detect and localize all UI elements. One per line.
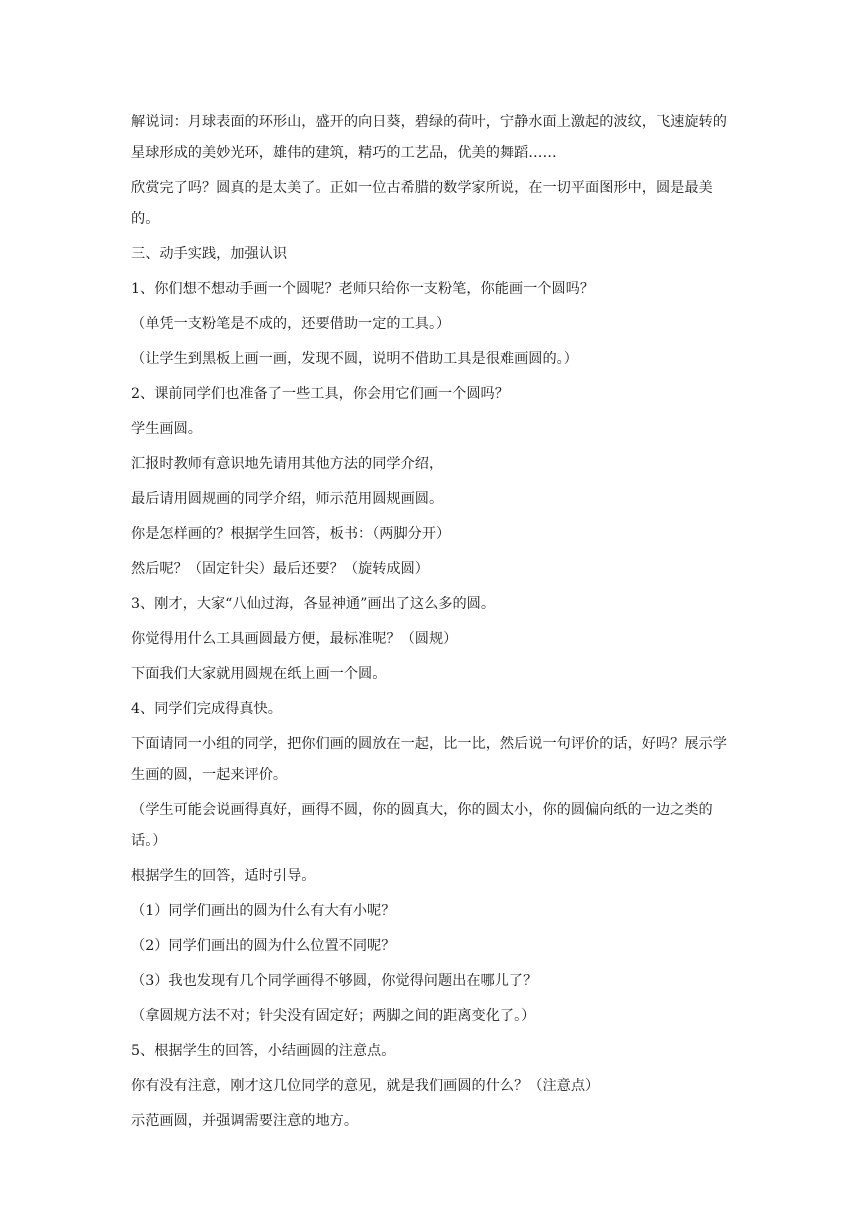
paragraph-appreciation: 欣赏完了吗？圆真的是太美了。正如一位古希腊的数学家所说，在一切平面图形中，圆是最美的。 bbox=[131, 180, 713, 227]
document-body bbox=[131, 107, 737, 1137]
paragraph-step-3: 3、刚才，大家“八仙过海，各显神通”画出了这么多的圆。 bbox=[131, 596, 496, 612]
paragraph-question-1: （1）同学们画出的圆为什么有大有小呢？ bbox=[131, 903, 396, 919]
paragraph-question-2: （2）同学们画出的圆为什么位置不同呢？ bbox=[131, 938, 396, 954]
paragraph-then-what: 然后呢？（固定针尖）最后还要？（旋转成圆） bbox=[131, 561, 429, 577]
paragraph-best-tool: 你觉得用什么工具画圆最方便，最标准呢？（圆规） bbox=[131, 631, 458, 647]
paragraph-guide: 根据学生的回答，适时引导。 bbox=[131, 868, 316, 884]
paragraph-question-3: （3）我也发现有几个同学画得不够圆，你觉得问题出在哪儿了？ bbox=[131, 973, 538, 989]
paragraph-report-compass: 最后请用圆规画的同学介绍，师示范用圆规画圆。 bbox=[131, 491, 444, 507]
paragraph-note-blackboard: （让学生到黑板上画一画，发现不圆，说明不借助工具是很难画圆的。） bbox=[131, 351, 578, 367]
paragraph-draw-on-paper: 下面我们大家就用圆规在纸上画一个圆。 bbox=[131, 666, 387, 682]
paragraph-note-chalk: （单凭一支粉笔是不成的，还要借助一定的工具。） bbox=[131, 316, 451, 332]
paragraph-reasons: （拿圆规方法不对；针尖没有固定好；两脚之间的距离变化了。） bbox=[131, 1008, 536, 1024]
paragraph-step-1: 1、你们想不想动手画一个圆呢？老师只给你一支粉笔，你能画一个圆吗？ bbox=[131, 281, 595, 297]
paragraph-step-5: 5、根据学生的回答，小结画圆的注意点。 bbox=[131, 1043, 396, 1059]
paragraph-step-2: 2、课前同学们也准备了一些工具，你会用它们画一个圆吗？ bbox=[131, 386, 509, 402]
paragraph-how-draw: 你是怎样画的？根据学生回答，板书：（两脚分开） bbox=[131, 526, 451, 542]
section-heading-practice: 三、动手实践，加强认识 bbox=[131, 246, 288, 262]
paragraph-possible-comments: （学生可能会说画得真好，画得不圆，你的圆真大，你的圆太小，你的圆偏向纸的一边之类的话。） bbox=[131, 802, 713, 849]
paragraph-step-4: 4、同学们完成得真快。 bbox=[131, 701, 282, 717]
paragraph-students-draw: 学生画圆。 bbox=[131, 421, 202, 437]
paragraph-group-compare: 下面请同一小组的同学，把你们画的圆放在一起，比一比，然后说一句评价的话，好吗？展示学生画的圆，一起来评价。 bbox=[131, 736, 727, 783]
paragraph-report-other-methods: 汇报时教师有意识地先请用其他方法的同学介绍， bbox=[131, 456, 444, 472]
paragraph-commentary: 解说词：月球表面的环形山，盛开的向日葵，碧绿的荷叶，宁静水面上激起的波纹，飞速旋转的星球形成的美妙光环，雄伟的建筑，精巧的工艺品，优美的舞蹈…… bbox=[131, 114, 727, 161]
paragraph-demonstrate: 示范画圆，并强调需要注意的地方。 bbox=[131, 1113, 359, 1129]
paragraph-notice: 你有没有注意，刚才这几位同学的意见，就是我们画圆的什么？（注意点） bbox=[131, 1078, 600, 1094]
